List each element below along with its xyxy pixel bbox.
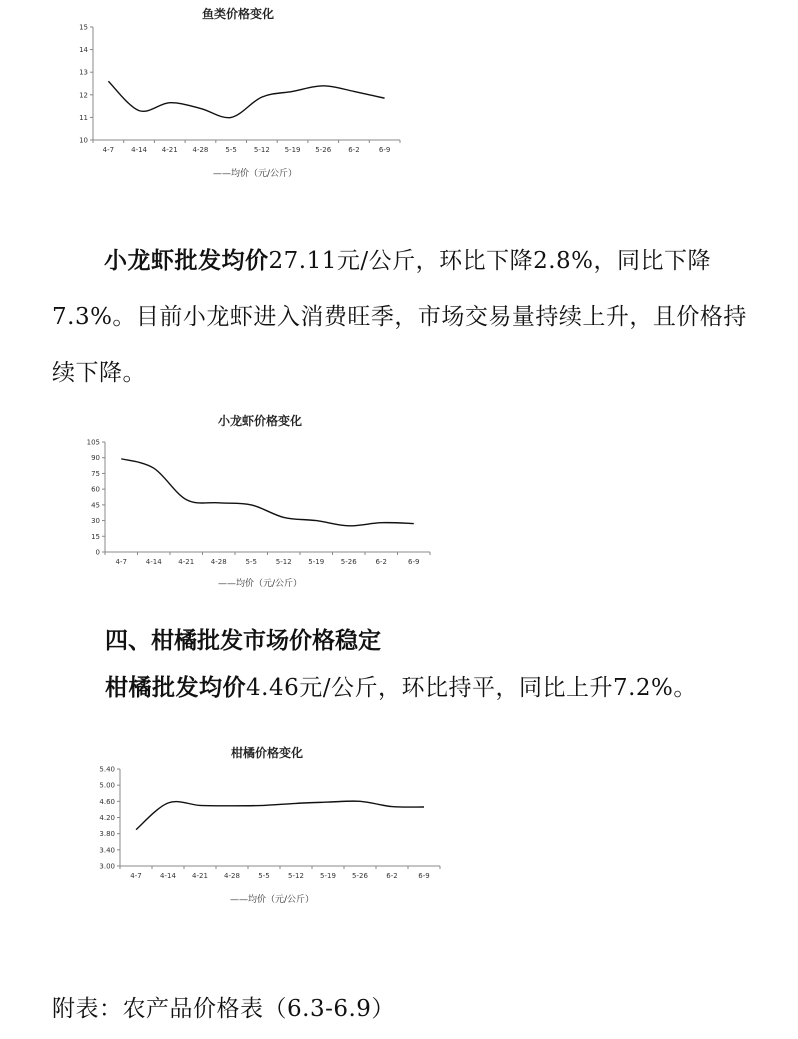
- y-tick-label: 4.20: [99, 814, 115, 822]
- y-tick-label: 12: [79, 91, 88, 100]
- y-tick-label: 60: [91, 485, 100, 494]
- y-tick-label: 3.80: [99, 830, 115, 839]
- x-tick-label: 5-5: [258, 872, 270, 880]
- y-tick-label: 45: [91, 501, 100, 510]
- y-tick-label: 15: [91, 532, 100, 541]
- y-tick-label: 5.40: [99, 765, 115, 774]
- x-tick-label: 4-28: [210, 558, 227, 566]
- x-tick-label: 5-26: [352, 872, 368, 880]
- x-tick-label: 6-2: [348, 146, 360, 154]
- y-tick-label: 11: [79, 113, 88, 122]
- x-tick-label: 5-5: [225, 146, 237, 154]
- x-tick-label: 4-21: [178, 558, 195, 566]
- y-tick-label: 5.00: [99, 781, 115, 790]
- x-tick-label: 5-12: [253, 146, 270, 154]
- fish-price-chart-svg: [60, 0, 420, 185]
- x-tick-label: 4-14: [160, 872, 176, 880]
- x-tick-label: 4-14: [145, 558, 162, 566]
- chart-title: 柑橘价格变化: [230, 746, 304, 760]
- x-tick-label: 6-9: [378, 146, 391, 154]
- y-tick-label: 0: [95, 548, 100, 557]
- y-tick-label: 3.40: [99, 846, 115, 855]
- x-tick-label: 5-12: [275, 558, 292, 566]
- crayfish-lead: 小龙虾批发均价: [104, 248, 269, 274]
- x-tick-label: 4-28: [224, 872, 240, 880]
- x-tick-label: 4-14: [131, 146, 147, 154]
- x-tick-label: 5-26: [340, 558, 357, 566]
- y-tick-label: 3.00: [99, 862, 115, 871]
- y-tick-label: 15: [79, 23, 88, 32]
- legend-label: ——均价（元/公斤）: [212, 169, 298, 179]
- citrus-lead: 柑橘批发均价: [105, 675, 246, 701]
- crayfish-paragraph: [52, 233, 752, 401]
- chart-title: 鱼类价格变化: [201, 7, 275, 21]
- citrus-price-chart: [82, 735, 452, 915]
- series-line: [121, 459, 414, 526]
- x-tick-label: 5-19: [284, 146, 301, 154]
- y-tick-label: 75: [91, 469, 100, 478]
- x-tick-label: 5-19: [308, 558, 325, 566]
- series-line: [108, 81, 384, 117]
- x-tick-label: 5-19: [320, 872, 336, 880]
- x-tick-label: 4-28: [192, 146, 209, 154]
- x-tick-label: 4-21: [161, 146, 178, 154]
- citrus-price-chart-svg: [82, 735, 452, 915]
- x-tick-label: 6-9: [408, 558, 420, 566]
- appendix-caption: 附表：农产品价格表（6.3-6.9）: [52, 996, 395, 1022]
- crayfish-price-chart: [80, 405, 445, 595]
- y-tick-label: 30: [91, 517, 100, 526]
- crayfish-body: 27.11元/公斤，环比下降2.8%，同比下降7.3%。目前小龙虾进入消费旺季，市场交易量持续上升，且价格持续下降。: [52, 248, 747, 386]
- x-tick-label: 6-2: [375, 558, 387, 566]
- y-tick-label: 90: [91, 454, 100, 463]
- crayfish-price-chart-svg: [80, 405, 445, 595]
- x-tick-label: 6-9: [418, 872, 430, 880]
- section-heading-citrus: 四、柑橘批发市场价格稳定: [105, 628, 381, 654]
- y-tick-label: 13: [79, 68, 88, 77]
- legend-label: ——均价（元/公斤）: [229, 895, 315, 905]
- fish-price-chart: [60, 0, 420, 185]
- x-tick-label: 4-7: [115, 558, 127, 566]
- x-tick-label: 5-5: [245, 558, 257, 566]
- citrus-body: 4.46元/公斤，环比持平，同比上升7.2%。: [246, 675, 697, 701]
- y-tick-label: 105: [86, 438, 100, 447]
- series-line: [136, 801, 424, 830]
- x-tick-label: 4-7: [130, 872, 142, 880]
- citrus-paragraph: [105, 660, 765, 716]
- legend-label: ——均价（元/公斤）: [217, 579, 303, 589]
- x-tick-label: 4-7: [102, 146, 115, 154]
- chart-title: 小龙虾价格变化: [217, 414, 303, 428]
- x-tick-label: 6-2: [386, 872, 398, 880]
- x-tick-label: 5-12: [288, 872, 304, 880]
- y-tick-label: 4.60: [99, 797, 115, 806]
- x-tick-label: 5-26: [315, 146, 332, 154]
- y-tick-label: 14: [79, 46, 88, 55]
- x-tick-label: 4-21: [192, 872, 208, 880]
- y-tick-label: 10: [79, 136, 88, 145]
